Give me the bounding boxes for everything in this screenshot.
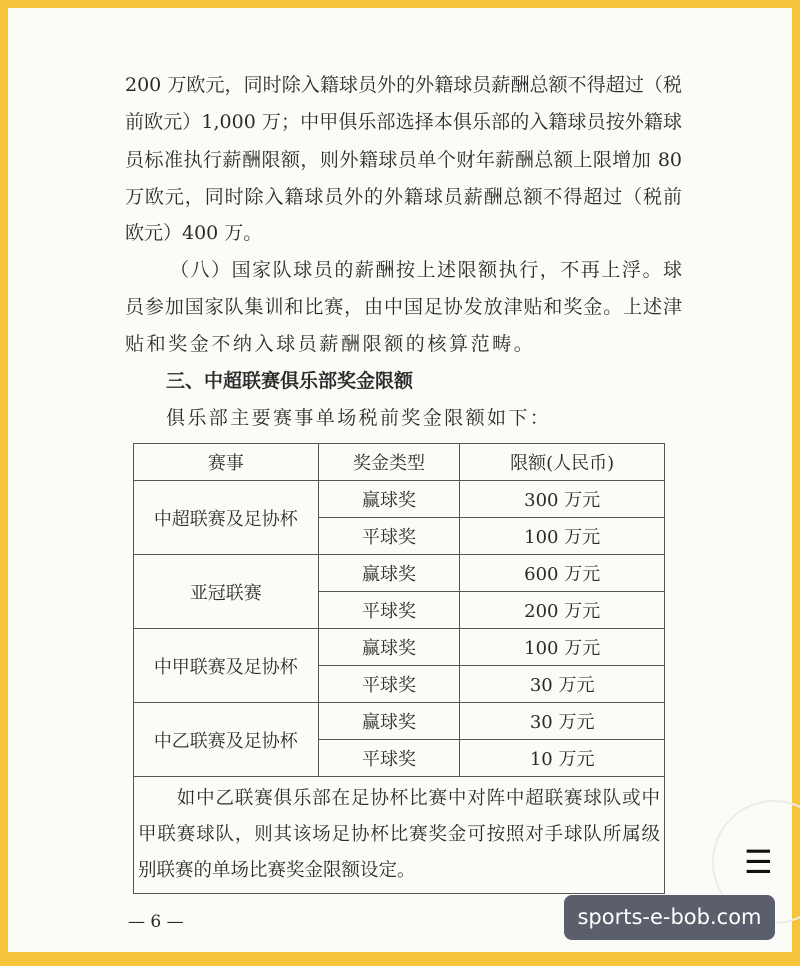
bonus-limit-table [133,443,665,894]
paragraph-line: 万欧元，同时除入籍球员外的外籍球员薪酬总额不得超过（税前 [125,186,682,208]
paragraph-line: 员参加国家队集训和比赛，由中国足协发放津贴和奖金。上述津 [125,296,682,318]
watermark-badge: sports-e-bob.com [564,895,775,940]
table-note-row [134,777,665,894]
section-heading: 三、中超联赛俱乐部奖金限额 [166,370,414,392]
note-line: 甲联赛球队，则其该场足协杯比赛奖金可按照对手球队所属级 [138,824,660,845]
paragraph-line: 欧元）400 万。 [125,222,263,244]
paragraph-line: （八）国家队球员的薪酬按上述限额执行，不再上浮。球 [170,259,682,281]
bonus-type-cell: 平球奖 [318,592,460,629]
table-header-row [134,444,665,481]
table-row [134,481,665,518]
limit-cell: 300 万元 [460,481,665,518]
limit-cell: 30 万元 [460,666,665,703]
paragraph-line: 200 万欧元，同时除入籍球员外的外籍球员薪酬总额不得超过（税 [125,74,682,96]
table-row [134,555,665,592]
limit-cell: 10 万元 [460,740,665,777]
limit-cell: 30 万元 [460,703,665,740]
paragraph-line: 员标准执行薪酬限额，则外籍球员单个财年薪酬总额上限增加 80 [125,149,682,171]
limit-cell: 200 万元 [460,592,665,629]
event-cell: 中乙联赛及足协杯 [134,703,319,777]
paragraph-line: 前欧元）1,000 万；中甲俱乐部选择本俱乐部的入籍球员按外籍球 [125,111,682,133]
table-note [134,777,665,894]
header-cell: 限额(人民币) [460,444,665,481]
bonus-type-cell: 赢球奖 [318,629,460,666]
intro-text: 俱乐部主要赛事单场税前奖金限额如下： [166,407,552,429]
page-number: — 6 — [128,912,184,932]
limit-cell: 100 万元 [460,629,665,666]
event-cell: 中超联赛及足协杯 [134,481,319,555]
header-cell: 奖金类型 [318,444,460,481]
table-row [134,629,665,666]
note-line: 如中乙联赛俱乐部在足协杯比赛中对阵中超联赛球队或中 [138,788,660,809]
limit-cell: 600 万元 [460,555,665,592]
bonus-type-cell: 平球奖 [318,740,460,777]
paragraph-line: 贴和奖金不纳入球员薪酬限额的核算范畴。 [125,333,536,355]
bonus-type-cell: 赢球奖 [318,555,460,592]
menu-icon[interactable]: ☰ [744,843,773,881]
table-row [134,703,665,740]
bonus-type-cell: 平球奖 [318,666,460,703]
event-cell: 中甲联赛及足协杯 [134,629,319,703]
limit-cell: 100 万元 [460,518,665,555]
bonus-type-cell: 赢球奖 [318,703,460,740]
note-line: 别联赛的单场比赛奖金限额设定。 [138,860,416,881]
bonus-type-cell: 平球奖 [318,518,460,555]
header-cell: 赛事 [134,444,319,481]
bonus-type-cell: 赢球奖 [318,481,460,518]
event-cell: 亚冠联赛 [134,555,319,629]
